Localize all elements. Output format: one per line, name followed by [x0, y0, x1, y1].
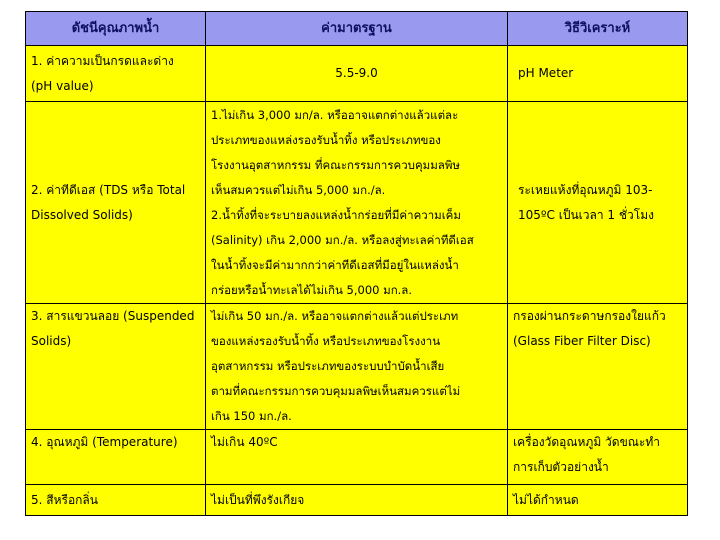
cell-line: 1. ค่าความเป็นกรดและด่าง [31, 53, 174, 68]
cell-line: 1.ไม่เกิน 3,000 มก/ล. หรืออาจแตกต่างแล้วแต่ละ [211, 107, 459, 122]
cell-line: ในน้ำทิ้งจะมีค่ามากกว่าค่าทีดีเอสที่มีอยู่ในแหล่งน้ำ [211, 257, 459, 272]
cell-line: โรงงานอุตสาหกรรม ที่คณะกรรมการควบคุมมลพิษ [211, 157, 461, 172]
cell-line: เกิน 150 มก./ล. [211, 409, 292, 423]
cell-line: 2.น้ำทิ้งที่จะระบายลงแหล่งน้ำกร่อยที่มีค่าความเค็ม [211, 207, 461, 222]
standard-cell [206, 485, 508, 516]
standard-cell [206, 46, 508, 102]
cell-line: 3. สารแขวนลอย (Suspended [31, 309, 195, 323]
cell-line: ตามที่คณะกรรมการควบคุมมลพิษเห็นสมควรแต่ไม่ [211, 384, 461, 398]
method-cell [508, 304, 688, 430]
method-cell [508, 102, 688, 304]
parameter-cell [26, 304, 206, 430]
parameter-cell [26, 102, 206, 304]
cell-line: (Salinity) เกิน 2,000 มก./ล. หรือลงสู่ทะเลค่าทีดีเอส [211, 232, 474, 247]
cell-line: ไม่ได้กำหนด [513, 492, 579, 507]
cell-line: ประเภทของแหล่งรองรับน้ำทิ้ง หรือประเภทของ [211, 132, 441, 147]
parameter-cell [26, 430, 206, 485]
water-quality-standards-table [25, 11, 688, 516]
cell-line: ของแหล่งรองรับน้ำทิ้ง หรือประเภทของโรงงาน [211, 334, 441, 348]
cell-line: 5. สีหรือกลิ่น [31, 492, 98, 507]
standard-cell [206, 304, 508, 430]
cell-line: 105ºC เป็นเวลา 1 ชั่วโมง [518, 207, 654, 222]
cell-line: pH Meter [518, 66, 574, 80]
cell-line: ไม่เกิน 50 มก./ล. หรืออาจแตกต่างแล้วแต่ประเภท [211, 309, 459, 323]
table-row [26, 485, 688, 516]
method-cell [508, 46, 688, 102]
header-parameter: ดัชนีคุณภาพน้ำ [26, 12, 206, 46]
cell-line: 4. อุณหภูมิ (Temperature) [31, 435, 178, 449]
cell-line: Dissolved Solids) [31, 207, 133, 222]
cell-line: เครื่องวัดอุณหภูมิ วัดขณะทำ [513, 435, 661, 449]
header-method: วิธีวิเคราะห์ [508, 12, 688, 46]
method-cell [508, 430, 688, 485]
cell-line: กรองผ่านกระดาษกรองใยแก้ว [513, 309, 666, 323]
table-header-row [26, 12, 688, 46]
table-row [26, 304, 688, 430]
standard-cell [206, 102, 508, 304]
parameter-cell [26, 485, 206, 516]
cell-line: ไม่เป็นที่พึงรังเกียจ [211, 492, 305, 507]
cell-line: กร่อยหรือน้ำทะเลได้ไม่เกิน 5,000 มก.ล. [211, 282, 413, 297]
standard-cell [206, 430, 508, 485]
cell-line: ไม่เกิน 40ºC [211, 435, 278, 449]
cell-line: อุตสาหกรรม หรือประเภทของระบบบำบัดน้ำเสีย [211, 359, 445, 373]
cell-line: ระเหยแห้งที่อุณหภูมิ 103- [518, 182, 653, 197]
table-row [26, 46, 688, 102]
table-row [26, 102, 688, 304]
cell-line: การเก็บตัวอย่างน้ำ [513, 460, 609, 474]
parameter-cell [26, 46, 206, 102]
cell-line: (Glass Fiber Filter Disc) [513, 334, 651, 348]
cell-line: (pH value) [31, 78, 94, 93]
cell-line: 5.5-9.0 [335, 66, 378, 80]
header-standard: ค่ามาตรฐาน [206, 12, 508, 46]
method-cell [508, 485, 688, 516]
table-row [26, 430, 688, 485]
cell-line: 2. ค่าทีดีเอส (TDS หรือ Total [31, 182, 186, 197]
cell-line: Solids) [31, 334, 72, 348]
cell-line: เห็นสมควรแต่ไม่เกิน 5,000 มก./ล. [211, 182, 386, 197]
